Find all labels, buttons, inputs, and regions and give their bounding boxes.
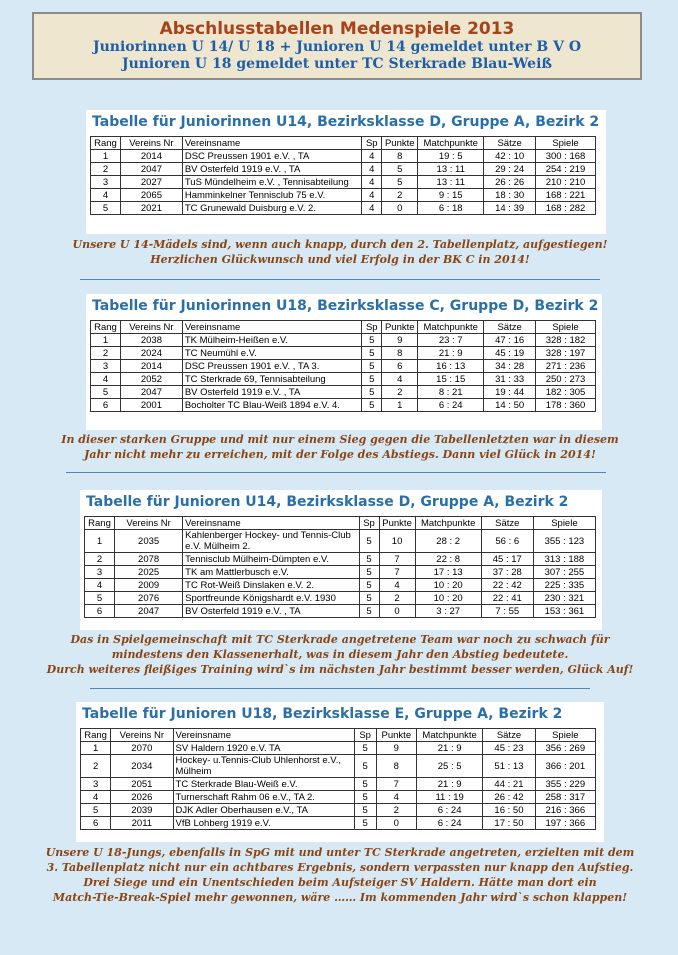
cell-matchpoints: 6 : 18	[418, 202, 484, 215]
comment-line: Durch weiteres fleißiges Training wird`s im nächsten Jahr bestimmt besser werden, Glück Auf!	[46, 663, 634, 676]
cell-games-score: 225 : 335	[533, 579, 595, 592]
comment-line: mindestens den Klassenerhalt, was in diesem Jahr den Abstieg bedeutete.	[111, 648, 569, 661]
col-header: Vereins Nr	[115, 517, 183, 530]
cell-matchpoints: 6 : 24	[416, 817, 482, 830]
cell-rank: 2	[91, 347, 121, 360]
cell-club-name: Turnerschaft Rahm 06 e.V., TA 2.	[173, 791, 354, 804]
cell-club-no: 2047	[115, 605, 183, 618]
col-header: Rang	[91, 321, 121, 334]
cell-club-no: 2014	[120, 360, 182, 373]
table-row	[91, 399, 596, 412]
col-header: Sätze	[484, 321, 536, 334]
col-header: Vereins Nr	[120, 137, 182, 150]
cell-club-name: TC Grunewald Duisburg e.V. 2.	[182, 202, 361, 215]
cell-points: 4	[379, 579, 415, 592]
comment-juniorinnen-u18	[40, 432, 640, 462]
cell-games: 5	[354, 755, 376, 778]
cell-points: 4	[382, 373, 418, 386]
standings-table	[84, 516, 596, 618]
cell-games: 5	[354, 791, 376, 804]
cell-club-name: TuS Mündelheim e.V. , Tennisabteilung	[182, 176, 361, 189]
cell-rank: 5	[91, 202, 121, 215]
cell-games-score: 355 : 229	[535, 778, 595, 791]
cell-games: 5	[359, 553, 379, 566]
cell-sets: 29 : 24	[484, 163, 536, 176]
cell-games-score: 356 : 269	[535, 742, 595, 755]
cell-games-score: 153 : 361	[533, 605, 595, 618]
comment-line: Das in Spielgemeinschaft mit TC Sterkrade angetretene Team war noch zu schwach für	[70, 633, 610, 646]
cell-matchpoints: 17 : 13	[415, 566, 481, 579]
col-header: Sp	[362, 137, 382, 150]
comment-line: Jahr nicht mehr zu erreichen, mit der Folge des Abstiegs. Dann viel Glück in 2014!	[84, 448, 596, 461]
cell-rank: 2	[85, 553, 115, 566]
table-row	[91, 202, 596, 215]
table-row	[91, 334, 596, 347]
cell-games: 5	[354, 778, 376, 791]
cell-club-no: 2078	[115, 553, 183, 566]
cell-club-name: DSC Preussen 1901 e.V. , TA 3.	[182, 360, 361, 373]
col-header: Sp	[359, 517, 379, 530]
table-row	[85, 530, 596, 553]
cell-sets: 22 : 42	[481, 579, 533, 592]
col-header: Punkte	[382, 321, 418, 334]
comment-line: Unsere U 18-Jungs, ebenfalls in SpG mit und unter TC Sterkrade angetreten, erzielten mit dem	[45, 846, 635, 859]
divider	[90, 688, 590, 689]
cell-games: 5	[362, 360, 382, 373]
cell-games: 4	[362, 150, 382, 163]
col-header: Sätze	[483, 729, 535, 742]
cell-sets: 44 : 21	[483, 778, 535, 791]
cell-matchpoints: 3 : 27	[415, 605, 481, 618]
cell-sets: 31 : 33	[484, 373, 536, 386]
table-header-row	[91, 137, 596, 150]
cell-games: 4	[362, 189, 382, 202]
cell-points: 1	[382, 399, 418, 412]
cell-sets: 34 : 28	[484, 360, 536, 373]
cell-club-no: 2070	[111, 742, 173, 755]
divider	[66, 472, 606, 473]
cell-games: 5	[359, 579, 379, 592]
cell-points: 0	[379, 605, 415, 618]
cell-club-no: 2024	[120, 347, 182, 360]
cell-games-score: 182 : 305	[536, 386, 596, 399]
cell-club-no: 2001	[120, 399, 182, 412]
cell-club-no: 2076	[115, 592, 183, 605]
cell-games-score: 254 : 219	[536, 163, 596, 176]
cell-games-score: 313 : 188	[533, 553, 595, 566]
cell-matchpoints: 6 : 24	[416, 804, 482, 817]
cell-sets: 45 : 23	[483, 742, 535, 755]
cell-games-score: 230 : 321	[533, 592, 595, 605]
cell-sets: 42 : 10	[484, 150, 536, 163]
cell-club-name: Tennisclub Mülheim-Dümpten e.V.	[183, 553, 359, 566]
col-header: Rang	[91, 137, 121, 150]
col-header: Vereins Nr	[120, 321, 182, 334]
cell-club-no: 2034	[111, 755, 173, 778]
cell-rank: 4	[85, 579, 115, 592]
cell-matchpoints: 8 : 21	[418, 386, 484, 399]
comment-line: Match-Tie-Break-Spiel mehr gewonnen, wäre …… Im kommenden Jahr wird`s schon klappen!	[52, 891, 628, 904]
cell-matchpoints: 6 : 24	[418, 399, 484, 412]
cell-club-no: 2009	[115, 579, 183, 592]
cell-games: 5	[362, 386, 382, 399]
cell-sets: 22 : 41	[481, 592, 533, 605]
cell-rank: 6	[81, 817, 111, 830]
cell-club-no: 2047	[120, 163, 182, 176]
col-header: Vereinsname	[182, 321, 361, 334]
col-header: Sätze	[481, 517, 533, 530]
col-header: Punkte	[382, 137, 418, 150]
comment-junioren-u18	[40, 845, 640, 905]
cell-sets: 19 : 44	[484, 386, 536, 399]
cell-rank: 1	[91, 334, 121, 347]
cell-matchpoints: 23 : 7	[418, 334, 484, 347]
cell-sets: 51 : 13	[483, 755, 535, 778]
cell-rank: 5	[81, 804, 111, 817]
cell-points: 0	[376, 817, 416, 830]
cell-points: 5	[382, 163, 418, 176]
cell-sets: 26 : 42	[483, 791, 535, 804]
cell-club-name: Hockey- u.Tennis-Club Uhlenhorst e.V., Mülheim	[173, 755, 354, 778]
cell-sets: 47 : 16	[484, 334, 536, 347]
col-header: Matchpunkte	[416, 729, 482, 742]
cell-rank: 3	[85, 566, 115, 579]
standings-table	[90, 136, 596, 215]
cell-games-score: 168 : 282	[536, 202, 596, 215]
cell-games-score: 355 : 123	[533, 530, 595, 553]
cell-sets: 16 : 50	[483, 804, 535, 817]
cell-games-score: 300 : 168	[536, 150, 596, 163]
cell-matchpoints: 28 : 2	[415, 530, 481, 553]
cell-games: 4	[362, 202, 382, 215]
cell-rank: 1	[81, 742, 111, 755]
cell-games: 5	[354, 742, 376, 755]
cell-games-score: 328 : 182	[536, 334, 596, 347]
comment-line: Herzlichen Glückwunsch und viel Erfolg in der BK C in 2014!	[150, 253, 530, 266]
table-row	[85, 605, 596, 618]
cell-games: 5	[354, 804, 376, 817]
table-title: Tabelle für Junioren U14, Bezirksklasse D, Gruppe A, Bezirk 2	[86, 494, 569, 510]
table-row	[81, 817, 596, 830]
table-header-row	[81, 729, 596, 742]
cell-matchpoints: 13 : 11	[418, 176, 484, 189]
cell-points: 0	[382, 202, 418, 215]
cell-games-score: 250 : 273	[536, 373, 596, 386]
col-header: Spiele	[536, 321, 596, 334]
cell-points: 8	[382, 150, 418, 163]
cell-points: 9	[376, 742, 416, 755]
table-card-juniorinnen-u14	[86, 110, 606, 234]
cell-club-no: 2026	[111, 791, 173, 804]
cell-matchpoints: 22 : 8	[415, 553, 481, 566]
cell-club-name: Bocholter TC Blau-Weiß 1894 e.V. 4.	[182, 399, 361, 412]
subtitle-line-1: Juniorinnen U 14/ U 18 + Junioren U 14 gemeldet unter B V O	[92, 39, 582, 55]
cell-games-score: 366 : 201	[535, 755, 595, 778]
cell-sets: 7 : 55	[481, 605, 533, 618]
cell-club-name: Hamminkelner Tennisclub 75 e.V.	[182, 189, 361, 202]
subtitle-line-2: Junioren U 18 gemeldet unter TC Sterkrade Blau-Weiß	[121, 56, 553, 72]
col-header: Rang	[81, 729, 111, 742]
comment-line: 3. Tabellenplatz nicht nur ein achtbares Ergebnis, sondern verpassten nur knapp den Aufstieg.	[46, 861, 634, 874]
cell-sets: 18 : 30	[484, 189, 536, 202]
cell-games: 4	[362, 163, 382, 176]
cell-matchpoints: 16 : 13	[418, 360, 484, 373]
cell-rank: 3	[91, 176, 121, 189]
cell-rank: 5	[85, 592, 115, 605]
cell-club-name: BV Osterfeld 1919 e.V. , TA	[183, 605, 359, 618]
cell-matchpoints: 10 : 20	[415, 579, 481, 592]
cell-club-no: 2011	[111, 817, 173, 830]
cell-points: 2	[382, 189, 418, 202]
col-header: Vereins Nr	[111, 729, 173, 742]
cell-club-no: 2014	[120, 150, 182, 163]
col-header: Vereinsname	[182, 137, 361, 150]
table-card-junioren-u14	[80, 490, 602, 630]
cell-sets: 14 : 50	[484, 399, 536, 412]
cell-rank: 6	[91, 399, 121, 412]
table-row	[91, 386, 596, 399]
cell-club-name: BV Osterfeld 1919 e.V. , TA	[182, 163, 361, 176]
cell-games-score: 271 : 236	[536, 360, 596, 373]
cell-club-no: 2039	[111, 804, 173, 817]
table-row	[91, 373, 596, 386]
table-row	[91, 176, 596, 189]
table-row	[91, 150, 596, 163]
table-row	[81, 778, 596, 791]
table-row	[91, 189, 596, 202]
comment-line: Drei Siege und ein Unentschieden beim Aufsteiger SV Haldern. Hätte man dort ein	[83, 876, 597, 889]
table-row	[85, 566, 596, 579]
col-header: Vereinsname	[173, 729, 354, 742]
page-title: Abschlusstabellen Medenspiele 2013	[159, 19, 515, 39]
comment-juniorinnen-u14	[40, 237, 640, 267]
cell-games: 5	[359, 566, 379, 579]
table-row	[85, 579, 596, 592]
cell-club-name: SV Haldern 1920 e.V. TA	[173, 742, 354, 755]
cell-points: 8	[376, 755, 416, 778]
cell-matchpoints: 10 : 20	[415, 592, 481, 605]
cell-games: 5	[354, 817, 376, 830]
table-row	[91, 360, 596, 373]
cell-points: 2	[382, 386, 418, 399]
cell-games: 5	[362, 334, 382, 347]
cell-games-score: 216 : 366	[535, 804, 595, 817]
cell-games: 5	[362, 373, 382, 386]
cell-matchpoints: 19 : 5	[418, 150, 484, 163]
cell-points: 7	[379, 553, 415, 566]
col-header: Rang	[85, 517, 115, 530]
comment-line: In dieser starken Gruppe und mit nur einem Sieg gegen die Tabellenletzten war in diesem	[61, 433, 619, 446]
cell-club-no: 2065	[120, 189, 182, 202]
cell-games: 5	[359, 592, 379, 605]
table-row	[81, 804, 596, 817]
col-header: Vereinsname	[183, 517, 359, 530]
cell-games: 5	[362, 399, 382, 412]
cell-sets: 17 : 50	[483, 817, 535, 830]
cell-rank: 2	[81, 755, 111, 778]
cell-sets: 26 : 26	[484, 176, 536, 189]
cell-club-no: 2047	[120, 386, 182, 399]
cell-matchpoints: 11 : 19	[416, 791, 482, 804]
table-row	[91, 163, 596, 176]
col-header: Spiele	[533, 517, 595, 530]
cell-matchpoints: 9 : 15	[418, 189, 484, 202]
cell-games-score: 210 : 210	[536, 176, 596, 189]
table-row	[81, 742, 596, 755]
cell-matchpoints: 25 : 5	[416, 755, 482, 778]
cell-club-no: 2038	[120, 334, 182, 347]
cell-games-score: 258 : 317	[535, 791, 595, 804]
cell-games-score: 168 : 221	[536, 189, 596, 202]
table-row	[85, 592, 596, 605]
cell-club-name: TC Neumühl e.V.	[182, 347, 361, 360]
cell-club-name: TC Sterkrade Blau-Weiß e.V.	[173, 778, 354, 791]
cell-games: 5	[359, 605, 379, 618]
cell-club-no: 2051	[111, 778, 173, 791]
col-header: Punkte	[379, 517, 415, 530]
col-header: Matchpunkte	[415, 517, 481, 530]
cell-club-name: TC Rot-Weiß Dinslaken e.V. 2.	[183, 579, 359, 592]
cell-points: 7	[376, 778, 416, 791]
cell-club-no: 2035	[115, 530, 183, 553]
col-header: Sätze	[484, 137, 536, 150]
standings-table	[80, 728, 596, 830]
cell-rank: 4	[91, 189, 121, 202]
cell-rank: 6	[85, 605, 115, 618]
col-header: Spiele	[535, 729, 595, 742]
cell-rank: 3	[91, 360, 121, 373]
table-row	[81, 755, 596, 778]
table-title: Tabelle für Juniorinnen U18, Bezirksklasse C, Gruppe D, Bezirk 2	[92, 298, 599, 314]
cell-games: 5	[362, 347, 382, 360]
cell-points: 5	[382, 176, 418, 189]
cell-matchpoints: 15 : 15	[418, 373, 484, 386]
comment-junioren-u14	[40, 632, 640, 677]
cell-games: 5	[359, 530, 379, 553]
cell-games: 4	[362, 176, 382, 189]
divider	[80, 279, 600, 280]
cell-points: 6	[382, 360, 418, 373]
table-row	[91, 347, 596, 360]
col-header: Sp	[354, 729, 376, 742]
cell-matchpoints: 13 : 11	[418, 163, 484, 176]
cell-rank: 4	[81, 791, 111, 804]
header-box	[32, 12, 642, 80]
cell-rank: 1	[85, 530, 115, 553]
cell-club-name: TK Mülheim-Heißen e.V.	[182, 334, 361, 347]
table-header-row	[85, 517, 596, 530]
cell-points: 2	[376, 804, 416, 817]
cell-matchpoints: 21 : 9	[416, 778, 482, 791]
comment-line: Unsere U 14-Mädels sind, wenn auch knapp, durch den 2. Tabellenplatz, aufgestiegen!	[72, 238, 608, 251]
cell-games-score: 197 : 366	[535, 817, 595, 830]
table-title: Tabelle für Juniorinnen U14, Bezirksklasse D, Gruppe A, Bezirk 2	[92, 114, 600, 130]
cell-club-name: DSC Preussen 1901 e.V. , TA	[182, 150, 361, 163]
cell-points: 9	[382, 334, 418, 347]
standings-table	[90, 320, 596, 412]
col-header: Sp	[362, 321, 382, 334]
table-card-juniorinnen-u18	[86, 294, 602, 430]
cell-rank: 3	[81, 778, 111, 791]
cell-sets: 37 : 28	[481, 566, 533, 579]
cell-club-no: 2052	[120, 373, 182, 386]
cell-sets: 56 : 6	[481, 530, 533, 553]
col-header: Spiele	[536, 137, 596, 150]
cell-rank: 5	[91, 386, 121, 399]
cell-club-name: Kahlenberger Hockey- und Tennis-Club e.V. Mülheim 2.	[183, 530, 359, 553]
cell-club-no: 2025	[115, 566, 183, 579]
cell-sets: 45 : 17	[481, 553, 533, 566]
cell-points: 8	[382, 347, 418, 360]
col-header: Matchpunkte	[418, 321, 484, 334]
col-header: Punkte	[376, 729, 416, 742]
cell-sets: 14 : 39	[484, 202, 536, 215]
cell-games-score: 328 : 197	[536, 347, 596, 360]
cell-matchpoints: 21 : 9	[418, 347, 484, 360]
cell-points: 7	[379, 566, 415, 579]
cell-points: 10	[379, 530, 415, 553]
table-row	[85, 553, 596, 566]
cell-matchpoints: 21 : 9	[416, 742, 482, 755]
cell-club-name: DJK Adler Oberhausen e.V., TA	[173, 804, 354, 817]
cell-rank: 1	[91, 150, 121, 163]
cell-points: 4	[376, 791, 416, 804]
cell-club-no: 2021	[120, 202, 182, 215]
table-card-junioren-u18	[76, 702, 604, 842]
table-header-row	[91, 321, 596, 334]
cell-club-name: TK am Mattlerbusch e.V.	[183, 566, 359, 579]
cell-sets: 45 : 19	[484, 347, 536, 360]
table-row	[81, 791, 596, 804]
cell-club-name: BV Osterfeld 1919 e.V. , TA	[182, 386, 361, 399]
cell-games-score: 307 : 255	[533, 566, 595, 579]
cell-points: 2	[379, 592, 415, 605]
cell-rank: 4	[91, 373, 121, 386]
table-title: Tabelle für Junioren U18, Bezirksklasse E, Gruppe A, Bezirk 2	[82, 706, 563, 722]
cell-club-name: TC Sterkrade 69, Tennisabteilung	[182, 373, 361, 386]
cell-club-name: VfB Lohberg 1919 e.V.	[173, 817, 354, 830]
col-header: Matchpunkte	[418, 137, 484, 150]
cell-rank: 2	[91, 163, 121, 176]
cell-games-score: 178 : 360	[536, 399, 596, 412]
cell-club-no: 2027	[120, 176, 182, 189]
cell-club-name: Sportfreunde Königshardt e.V. 1930	[183, 592, 359, 605]
